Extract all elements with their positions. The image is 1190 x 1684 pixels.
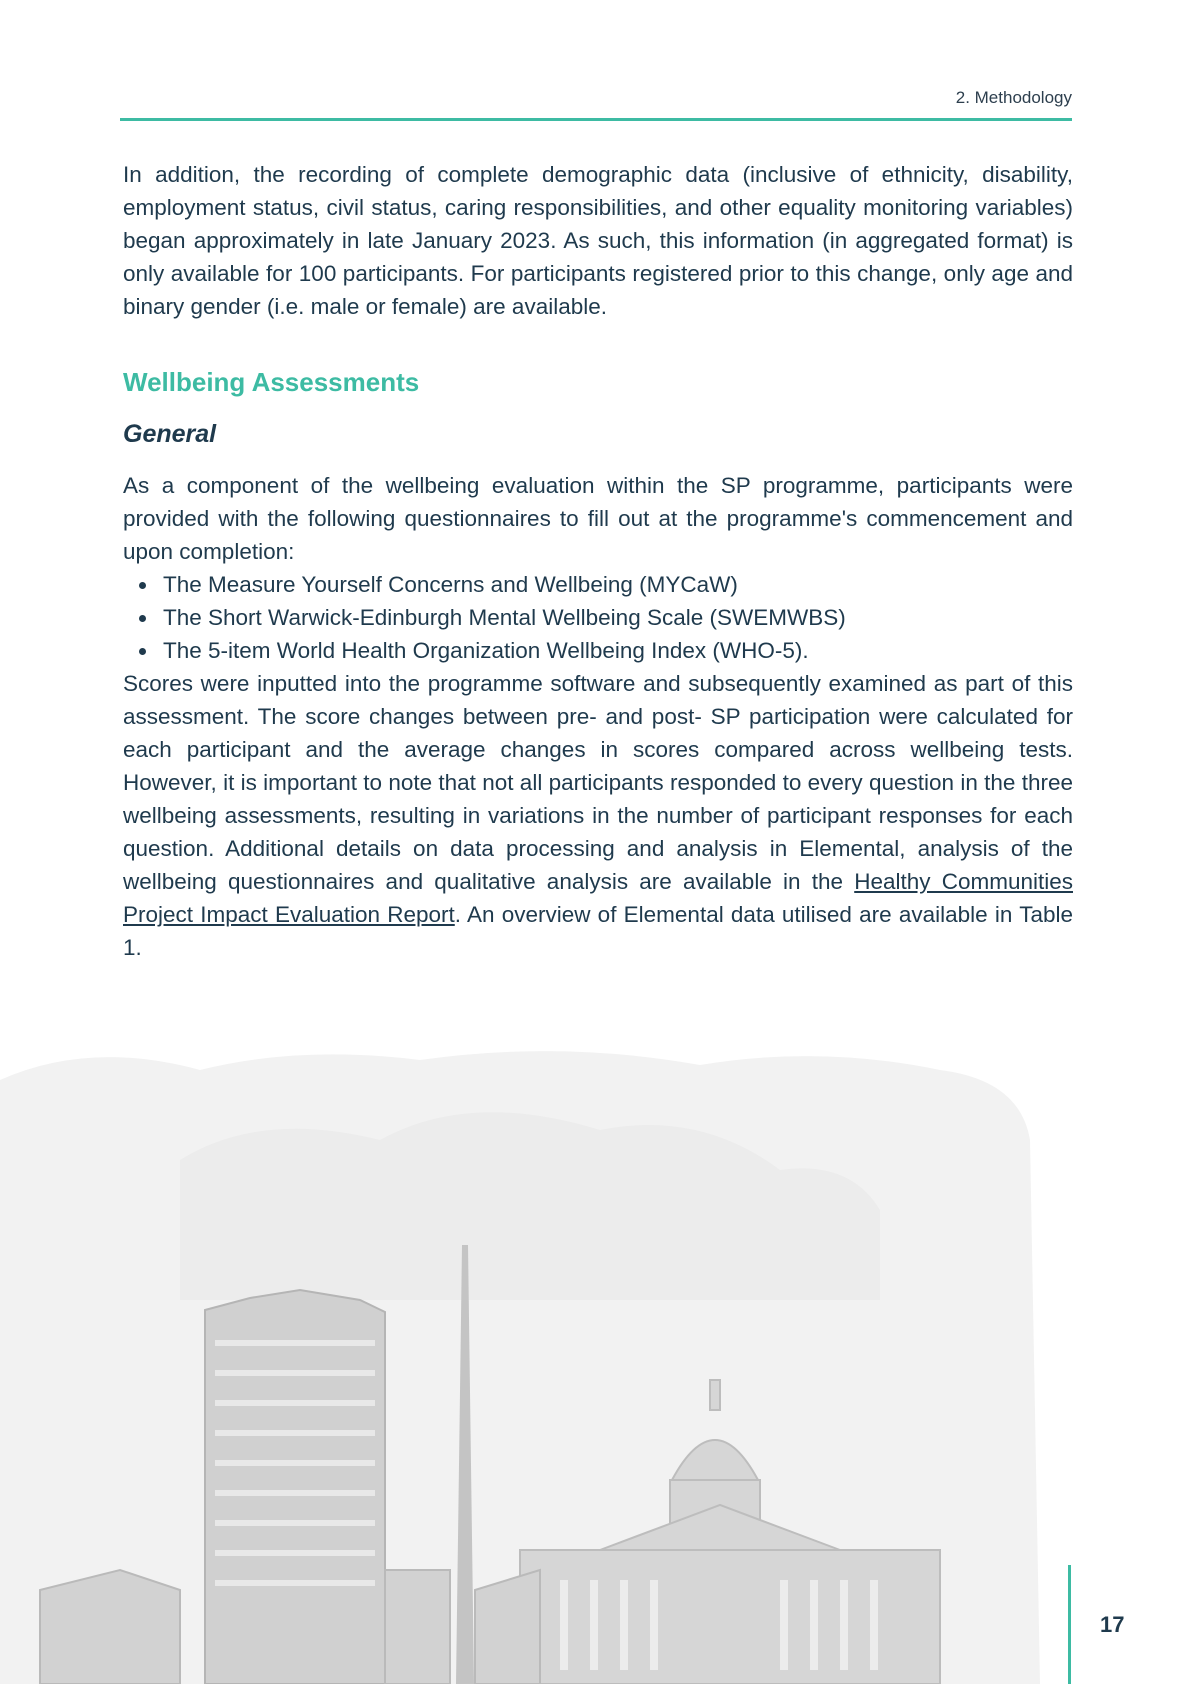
running-header: 2. Methodology	[955, 88, 1072, 107]
footer-divider	[1068, 1565, 1071, 1684]
subsection-heading: General	[123, 420, 217, 448]
main-content	[123, 158, 1073, 964]
intro-paragraph: In addition, the recording of complete demographic data (inclusive of ethnicity, disability, employment status, civil status, caring responsibilities, and other equality monitoring variables) began approximately in late January 2023. As such, this information (in aggregated format) is only available for 100 participants. For participants registered prior to this change, only age and binary gender (i.e. male or female) are available.	[123, 162, 1073, 319]
paragraph-text: . An overview of Elemental data utilised are available in Table 1.	[123, 902, 1073, 960]
wellbeing-paragraph-2	[123, 667, 1073, 964]
wellbeing-paragraph-1: As a component of the wellbeing evaluation within the SP programme, participants were provided with the following questionnaires to fill out at the programme's commencement and upon completion:	[123, 473, 1073, 564]
tower-building	[205, 1290, 385, 1684]
list-item: The Measure Yourself Concerns and Wellbeing (MYCaW)	[163, 568, 1073, 601]
paragraph-text: Scores were inputted into the programme software and subsequently examined as part of this assessment. The score changes between pre- and post- SP participation were calculated for each participant and the average changes in scores compared across wellbeing tests. However, it is important to note that not all participants responded to every question in the three wellbeing assessments, resulting in variations in the number of participant responses for each question. Additional details on data processing and analysis in Elemental, analysis of the wellbeing questionnaires and qualitative analysis are available in the	[123, 671, 1073, 894]
questionnaire-list	[123, 568, 1073, 667]
section-heading: Wellbeing Assessments	[123, 367, 420, 397]
city-skyline-illustration	[0, 1050, 1190, 1684]
page-number: 17	[1100, 1612, 1125, 1637]
list-item: The 5-item World Health Organization Wellbeing Index (WHO-5).	[163, 634, 1073, 667]
header-divider	[120, 118, 1072, 121]
list-item: The Short Warwick-Edinburgh Mental Wellbeing Scale (SWEMWBS)	[163, 601, 1073, 634]
evaluation-report-link[interactable]: Healthy Communities Project Impact Evaluation Report	[123, 869, 1073, 927]
